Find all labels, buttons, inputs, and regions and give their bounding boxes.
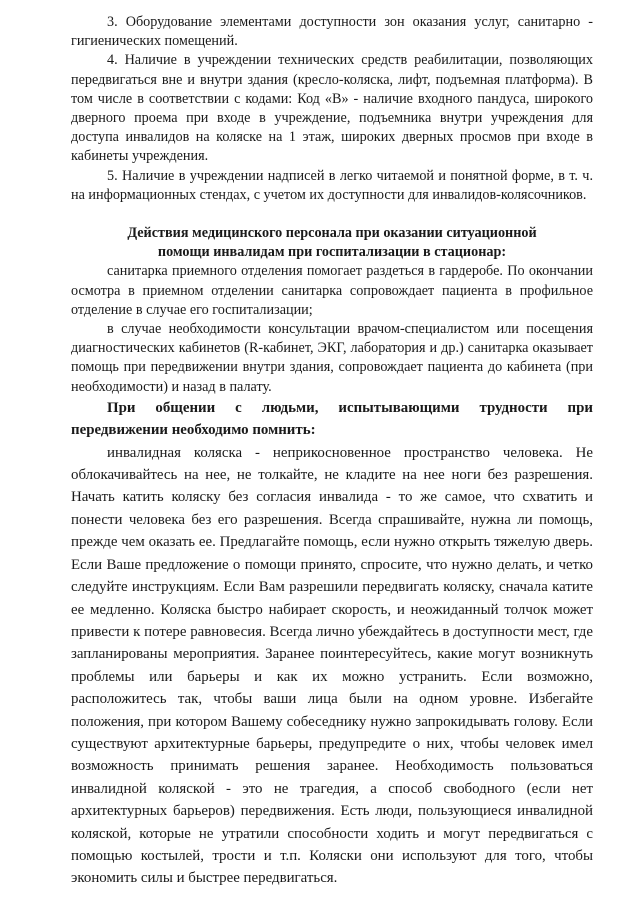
item-3-paragraph: 3. Оборудование элементами доступности зон оказания услуг, санитарно - гигиенических помещений. <box>71 14 593 50</box>
section-heading-line-2: помощи инвалидам при госпитализации в стационар: <box>157 244 507 261</box>
item-5-paragraph: 5. Наличие в учреждении надписей в легко читаемой и понятной форме, в т. ч. на информационных стендах, с учетом их доступности для инвалидов-колясочников. <box>71 167 593 203</box>
actions-paragraph-1: санитарка приемного отделения помогает раздеться в гардеробе. По окончании осмотра в приемном отделении санитарка сопровождает пациента в профильное отделение в случае его госпитализации; <box>71 263 593 318</box>
section-heading-line-1: Действия медицинского персонала при оказании ситуационной <box>127 225 537 242</box>
document-page <box>71 13 593 890</box>
movement-heading: При общении с людьми, испытывающими трудности при передвижении необходимо помнить: <box>71 399 593 439</box>
item-4-paragraph: 4. Наличие в учреждении технических средств реабилитации, позволяющих передвигаться вне и внутри здания (кресло-коляска, лифт, подъемная платформа). В том числе в соответствии с кодами: Код «В» - наличие входного пандуса, широкого дверного проема при входе в учреждение, подъемника внутри учреждения для доступа инвалидов на коляске на 1 этаж, широких дверных просмов при входе в кабинеты учреждения. <box>71 52 593 165</box>
section-spacer <box>71 205 593 224</box>
movement-body-paragraph: инвалидная коляска - неприкосновенное пространство человека. Не облокачивайтесь на нее, не толкайте, не кладите на нее ноги без разрешения. Начать катить коляску без согласия инвалида - то же самое, что схватить и понести человека без его разрешения. Всегда спрашивайте, нужна ли помощь, прежде чем оказать ее. Предлагайте помощь, если нужно открыть тяжелую дверь. Если Ваше предложение о помощи принято, спросите, что нужно делать, и четко следуйте инструкциям. Если Вам разрешили передвигать коляску, сначала катите ее медленно. Коляска быстро набирает скорость, и неожиданный толчок может привести к потере равновесия. Всегда лично убеждайтесь в доступности мест, где запланированы мероприятия. Заранее поинтересуйтесь, какие могут возникнуть проблемы или барьеры и как их можно устранить. Если возможно, расположитесь так, чтобы ваши лица были на одном уровне. Избегайте положения, при котором Вашему собеседнику нужно запрокидывать голову. Если существуют архитектурные барьеры, предупредите о них, чтобы человек имел возможность принимать решения заранее. Необходимость пользоваться инвалидной коляской - это не трагедия, а способ свободного (если нет архитектурных барьеров) передвижения. Есть люди, пользующиеся инвалидной коляской, которые не утратили способности ходить и могут передвигаться с помощью костылей, трости и т.п. Коляски они используют для того, чтобы экономить силы и быстрее передвигаться. <box>71 444 593 887</box>
actions-paragraph-2: в случае необходимости консультации врачом-специалистом или посещения диагностических кабинетов (R-кабинет, ЭКГ, лаборатория и др.) санитарка оказывает помощь при передвижении внутри здания, сопровождает пациента до кабинета (при необходимости) и назад в палату. <box>71 321 593 395</box>
